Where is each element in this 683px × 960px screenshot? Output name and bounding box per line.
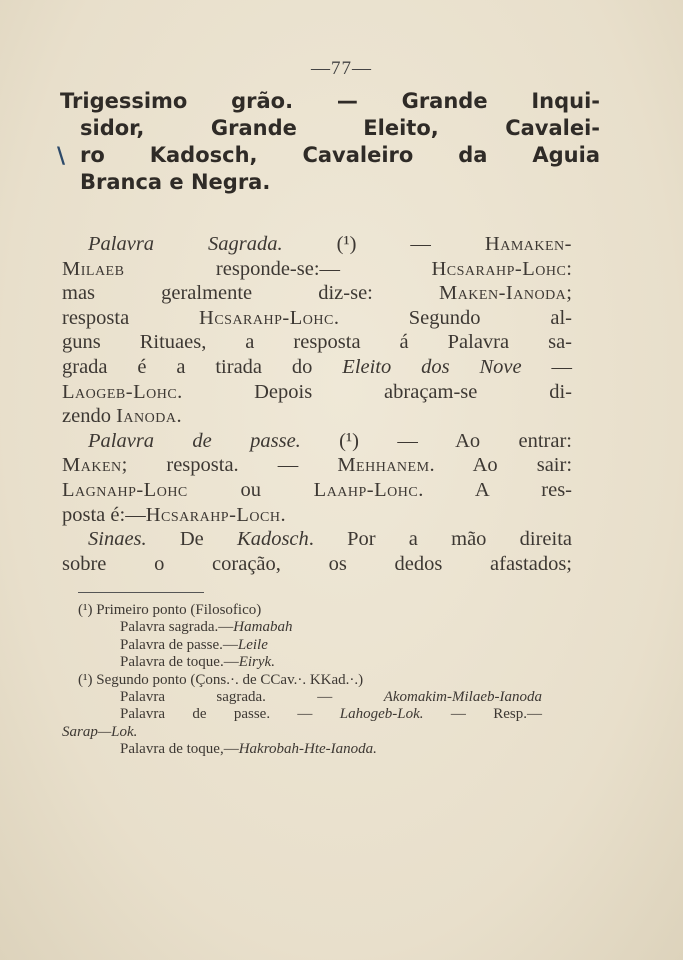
italic-word: Akomakim-Milaeb-Ianoda [383, 689, 542, 706]
footnote-line [62, 741, 542, 758]
word-smallcaps: Lagnahp-Lohc [62, 478, 188, 501]
text: Palavra de toque,— [120, 741, 239, 758]
word-smallcaps: Hamaken- [484, 233, 572, 255]
footnote-line: (¹) Primeiro ponto (Filosofico) [78, 602, 262, 618]
text: . Ao sair: [429, 454, 573, 477]
body-line [62, 453, 572, 478]
heading-line-1: Trigessimo grão. — Grande Inqui- [60, 89, 600, 113]
text: . [280, 503, 286, 526]
text: (¹) — Ao entrar: [300, 429, 572, 452]
body-line [62, 404, 572, 429]
text: Palavra de toque.— [120, 654, 239, 671]
footnote-divider [78, 592, 204, 593]
text: ; resposta. — [121, 454, 338, 477]
word-smallcaps: Laogeb-Lohc [62, 380, 178, 403]
word-smallcaps: Milaeb [62, 257, 125, 280]
italic-word: Kadosch [237, 528, 309, 551]
word-smallcaps: Hcsarahp-Lohc [431, 257, 567, 280]
body-line: guns Rituaes, a resposta á Palavra sa- [62, 331, 572, 354]
text: — Resp.— [423, 706, 542, 723]
body-line [62, 306, 572, 331]
text: posta é:— [62, 503, 146, 526]
text: . [176, 405, 182, 428]
body-line [62, 232, 572, 257]
body-line [62, 257, 572, 282]
body-line: sobre o coração, os dedos afastados; [62, 552, 572, 575]
heading-line-4: Branca e Negra. [80, 170, 271, 194]
text: responde-se:— [124, 257, 432, 280]
text: De [146, 528, 238, 551]
signs-label: Sinaes. [88, 528, 147, 551]
margin-pencil-mark: \ [57, 144, 66, 169]
body-line [62, 527, 572, 552]
text: grada é a tirada do [62, 355, 343, 378]
text: Palavra de passe. — [120, 706, 340, 723]
text: ou [187, 478, 314, 501]
word-smallcaps: Laahp-Lohc [313, 478, 419, 501]
text: : [566, 257, 572, 280]
italic-word: Hamabah [233, 619, 293, 636]
text: mas geralmente diz-se: [62, 282, 439, 305]
body-line [62, 355, 572, 380]
body-text [62, 232, 572, 576]
text: ; [566, 282, 572, 305]
body-line [62, 281, 572, 306]
body-line [62, 429, 572, 454]
footnotes [62, 602, 542, 759]
page-number: —77— [311, 58, 372, 79]
footnote-line: (¹) Segundo ponto (Çons.·. de CCav.·. KKad.·.) [78, 671, 364, 688]
word-smallcaps: Maken [62, 454, 122, 477]
text: zendo [62, 405, 117, 428]
sacred-word-label: Palavra Sagrada. [88, 233, 283, 255]
italic-word: Eiryk. [238, 654, 275, 671]
word-smallcaps: Hcsarahp-Loch [145, 503, 281, 526]
italic-word: Sarap—Lok. [62, 723, 138, 740]
word-smallcaps: Hcsarahp-Lohc [199, 306, 334, 329]
heading-line-3: ro Kadosch, Cavaleiro da Aguia [80, 143, 600, 167]
text: . Depois abraçam-se di- [177, 380, 572, 403]
italic-word: Leile [237, 636, 268, 653]
text: Palavra de passe.— [120, 636, 238, 653]
text: (¹) — [336, 233, 485, 255]
footnote-line [62, 619, 542, 636]
footnote-line [62, 706, 542, 723]
pass-word-label: Palavra de passe. [88, 429, 301, 452]
italic-word: Lahogeb-Lok. [339, 706, 424, 723]
text: . Segundo al- [333, 306, 572, 329]
text: Palavra sagrada. — [120, 689, 384, 706]
section-heading [60, 88, 600, 196]
footnote-line [62, 654, 542, 671]
italic-word: Hakrobah-Hte-Ianoda. [238, 741, 377, 758]
text: . A res- [418, 478, 572, 501]
heading-line-2: sidor, Grande Eleito, Cavalei- [80, 116, 600, 140]
italic-title: Eleito dos Nove [342, 355, 522, 378]
footnote-line [62, 724, 542, 741]
body-line [62, 503, 572, 528]
word-smallcaps: Ianoda [116, 405, 177, 428]
body-line [62, 478, 572, 503]
word-smallcaps: Mehhanem [337, 454, 430, 477]
text: Palavra sagrada.— [120, 619, 234, 636]
text: resposta [62, 306, 200, 329]
text: . Por a mão direita [308, 528, 573, 551]
footnote-line [62, 637, 542, 654]
footnote-line [62, 689, 542, 706]
body-line [62, 380, 572, 405]
word-smallcaps: Maken-Ianoda [438, 282, 567, 305]
text: — [521, 355, 573, 378]
